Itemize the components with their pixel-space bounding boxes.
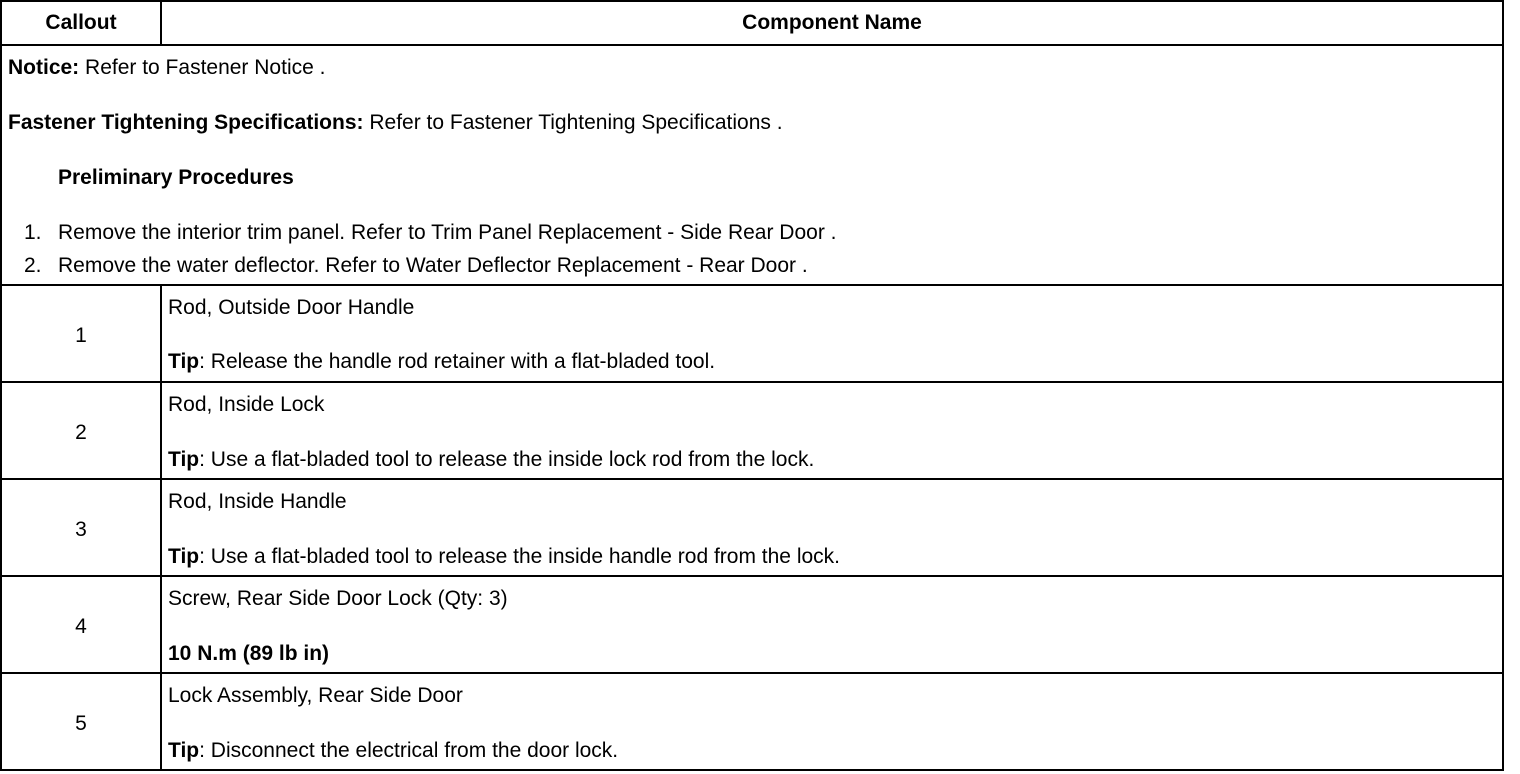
tip-label: Tip: [168, 350, 200, 373]
callout-number: 4: [75, 615, 87, 638]
step-text: Remove the water deflector. Refer to Water Deflector Replacement - Rear Door .: [58, 254, 808, 277]
torque-spec: 10 N.m (89 lb in): [168, 642, 330, 665]
row-rule: [2, 672, 1502, 674]
fastener-spec-label: Fastener Tightening Specifications:: [8, 111, 364, 134]
component-name: Lock Assembly, Rear Side Door: [168, 684, 463, 707]
component-name: Rod, Inside Lock: [168, 393, 325, 416]
callout-number: 3: [75, 518, 87, 541]
tip-text: : Use a flat-bladed tool to release the inside lock rod from the lock.: [199, 448, 815, 471]
row-rule: [2, 478, 1502, 480]
notice-line: [8, 54, 325, 82]
step-number: 1.: [24, 221, 42, 244]
tip-line: [168, 348, 715, 376]
component-name: Rod, Outside Door Handle: [168, 296, 415, 319]
rows-divider: [160, 284, 162, 769]
step-number: 2.: [24, 254, 42, 277]
notice-label: Notice:: [8, 56, 80, 79]
fastener-spec-text: Refer to Fastener Tightening Specifications .: [363, 111, 783, 134]
component-name-header: Component Name: [742, 11, 922, 34]
tip-label: Tip: [168, 545, 200, 568]
tip-line: [168, 543, 840, 571]
fastener-spec-line: [8, 109, 783, 137]
intro-bottom-rule: [2, 284, 1502, 286]
row-rule: [2, 381, 1502, 383]
tip-text: : Release the handle rod retainer with a flat-bladed tool.: [199, 350, 716, 373]
row-rule: [2, 575, 1502, 577]
component-name: Screw, Rear Side Door Lock (Qty: 3): [168, 587, 508, 610]
component-name: Rod, Inside Handle: [168, 490, 347, 513]
tip-label: Tip: [168, 739, 200, 762]
step-text: Remove the interior trim panel. Refer to Trim Panel Replacement - Side Rear Door .: [58, 221, 837, 244]
tip-text: : Use a flat-bladed tool to release the inside handle rod from the lock.: [199, 545, 840, 568]
callout-number: 5: [75, 712, 87, 735]
header-divider: [160, 2, 162, 44]
tip-text: : Disconnect the electrical from the door lock.: [199, 739, 619, 762]
tip-line: [168, 737, 618, 765]
notice-text: Refer to Fastener Notice .: [79, 56, 326, 79]
header-bottom-rule: [2, 44, 1502, 46]
tip-label: Tip: [168, 448, 200, 471]
callout-number: 2: [75, 421, 87, 444]
preliminary-procedures-heading: Preliminary Procedures: [58, 166, 294, 189]
tip-line: [168, 446, 814, 474]
callout-number: 1: [75, 324, 87, 347]
callout-header: Callout: [45, 11, 117, 34]
